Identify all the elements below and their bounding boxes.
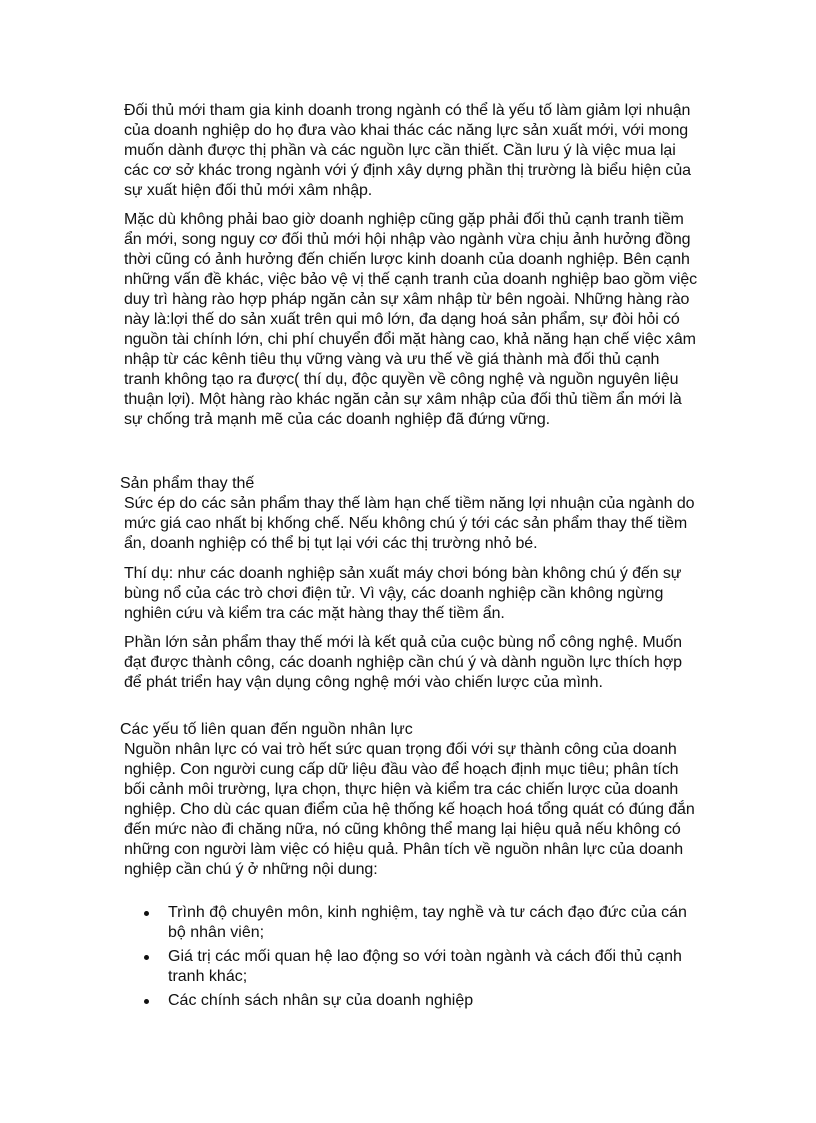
paragraph-new-competitors: Đối thủ mới tham gia kinh doanh trong ngành có thể là yếu tố làm giảm lợi nhuận của doanh nghiệp do họ đưa vào khai thác các năng lực sản xuất mới, với mong muốn dành được thị phần và các nguồn lực cần thiết. Cần lưu ý là việc mua lại các cơ sở khác trong ngành với ý định xây dựng phần thị trường là biểu hiện của sự xuất hiện đối thủ mới xâm nhập. — [124, 102, 691, 199]
list-item — [124, 903, 704, 943]
bullet-icon — [144, 911, 149, 916]
list-item — [124, 991, 704, 1011]
paragraph-substitute-pressure: Sức ép do các sản phẩm thay thế làm hạn chế tiềm năng lợi nhuận của ngành do mức giá cao nhất bị khống chế. Nếu không chú ý tới các sản phẩm thay thế tiềm ẩn, doanh nghiệp có thể bị tụt lại với các thị trường nhỏ bé. — [124, 495, 695, 552]
list-item-text: Trình độ chuyên môn, kinh nghiệm, tay nghề và tư cách đạo đức của cán bộ nhân viên; — [168, 904, 687, 941]
bullet-icon — [144, 955, 149, 960]
list-item-text: Giá trị các mối quan hệ lao động so với toàn ngành và cách đối thủ cạnh tranh khác; — [168, 948, 682, 985]
paragraph-substitute-example: Thí dụ: như các doanh nghiệp sản xuất máy chơi bóng bàn không chú ý đến sự bùng nổ của các trò chơi điện tử. Vì vậy, các doanh nghiệp cần không ngừng nghiên cứu và kiểm tra các mặt hàng thay thế tiềm ẩn. — [124, 565, 682, 622]
heading-substitute-products: Sản phẩm thay thế — [120, 475, 255, 492]
bullet-icon — [144, 999, 149, 1004]
paragraph-technology-boom: Phần lớn sản phẩm thay thế mới là kết quả của cuộc bùng nổ công nghệ. Muốn đạt được thành công, các doanh nghiệp cần chú ý và dành nguồn lực thích hợp để phát triển hay vận dụng công nghệ mới vào chiến lược của mình. — [124, 634, 682, 691]
list-item — [124, 947, 704, 987]
paragraph-entry-barriers: Mặc dù không phải bao giờ doanh nghiệp cũng gặp phải đối thủ cạnh tranh tiềm ẩn mới, song nguy cơ đối thủ mới hội nhập vào ngành vừa chịu ảnh hưởng đồng thời cũng có ảnh hưởng đến chiến lược kinh doanh của doanh nghiệp. Bên cạnh những vấn đề khác, việc bảo vệ vị thế cạnh tranh của doanh nghiệp bao gồm việc duy trì hàng rào hợp pháp ngăn cản sự xâm nhập từ bên ngoài. Những hàng rào này là:lợi thế do sản xuất trên qui mô lớn, đa dạng hoá sản phẩm, sự đòi hỏi có nguồn tài chính lớn, chi phí chuyển đổi mặt hàng cao, khả năng hạn chế việc xâm nhập từ các kênh tiêu thụ vững vàng và ưu thế về giá thành mà đối thủ cạnh tranh không tạo ra được( thí dụ, độc quyền về công nghệ và nguồn nguyên liệu thuận lợi). Một hàng rào khác ngăn cản sự xâm nhập của đối thủ tiềm ẩn mới là sự chống trả mạnh mẽ của các doanh nghiệp đã đứng vững. — [124, 211, 698, 428]
list-item-text: Các chính sách nhân sự của doanh nghiệp — [168, 992, 474, 1009]
heading-human-resources: Các yếu tố liên quan đến nguồn nhân lực — [120, 721, 413, 738]
bullet-list — [124, 903, 704, 1015]
paragraph-human-resources: Nguồn nhân lực có vai trò hết sức quan trọng đối với sự thành công của doanh nghiệp. Con người cung cấp dữ liệu đầu vào để hoạch định mục tiêu; phân tích bối cảnh môi trường, lựa chọn, thực hiện và kiểm tra các chiến lược của doanh nghiệp. Cho dù các quan điểm của hệ thống kế hoạch hoá tổng quát có đúng đắn đến mức nào đi chăng nữa, nó cũng không thể mang lại hiệu quả nếu không có những con người làm việc có hiệu quả. Phân tích về nguồn nhân lực của doanh nghiệp cần chú ý ở những nội dung: — [124, 741, 695, 878]
